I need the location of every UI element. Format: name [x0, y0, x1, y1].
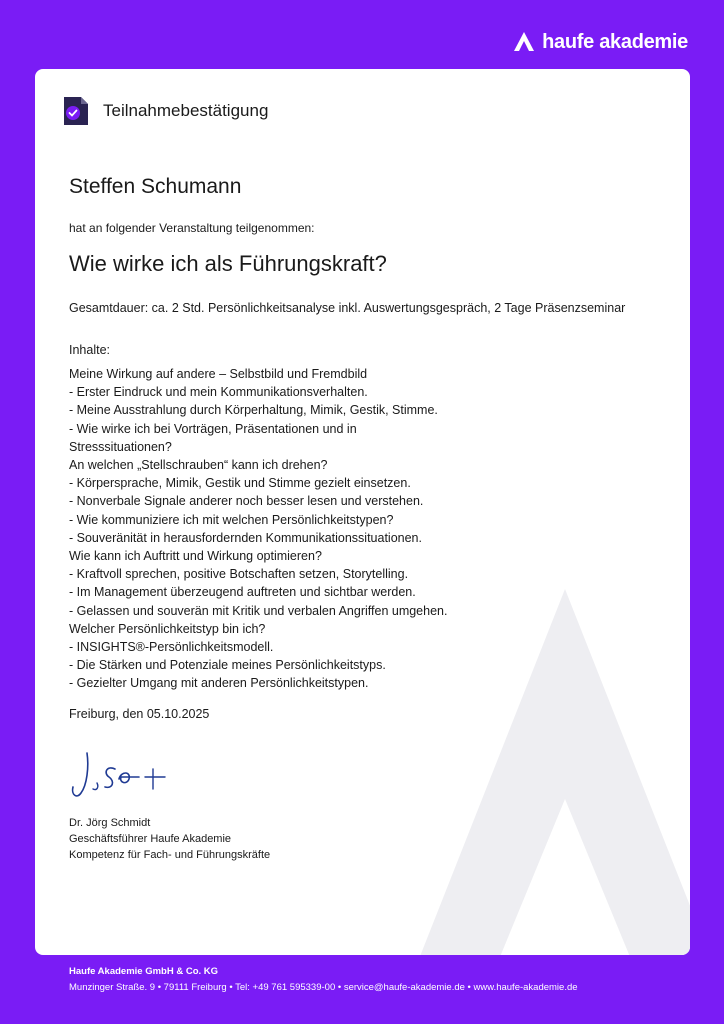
contents-label: Inhalte:: [69, 343, 111, 357]
signature-image: [69, 747, 179, 803]
participant-name: Steffen Schumann: [69, 175, 242, 198]
signer-name: Dr. Jörg Schmidt: [69, 816, 151, 829]
contents-line: - Wie kommuniziere ich mit welchen Persönlichkeitstypen?: [69, 512, 394, 527]
certificate-badge-icon: [61, 95, 91, 127]
contents-line: - Gelassen und souverän mit Kritik und verbalen Angriffen umgehen.: [69, 603, 448, 618]
event-title: Wie wirke ich als Führungskraft?: [69, 251, 387, 276]
contents-line: - Meine Ausstrahlung durch Körperhaltung, Mimik, Gestik, Stimme.: [69, 403, 438, 418]
contents-line: - INSIGHTS®-Persönlichkeitsmodell.: [69, 640, 274, 655]
certificate-card: [35, 69, 690, 955]
contents-line: - Erster Eindruck und mein Kommunikationsverhalten.: [69, 385, 368, 400]
brand-name: haufe akademie: [542, 30, 688, 53]
contents-line: - Kraftvoll sprechen, positive Botschaften setzen, Storytelling.: [69, 567, 409, 582]
contents-line: - Wie wirke ich bei Vorträgen, Präsentationen und in: [69, 421, 357, 436]
contents-line: - Gezielter Umgang mit anderen Persönlichkeitstypen.: [69, 676, 369, 691]
haufe-logo-icon: [512, 30, 536, 54]
contents-line: - Die Stärken und Potenziale meines Persönlichkeitstyps.: [69, 658, 386, 673]
signer-role: Geschäftsführer Haufe Akademie: [69, 832, 232, 845]
contents-line: - Souveränität in herausfordernden Kommunikationssituationen.: [69, 530, 422, 545]
place-date: Freiburg, den 05.10.2025: [69, 706, 210, 721]
document-title: Teilnahmebestätigung: [103, 101, 269, 120]
contents-line: - Körpersprache, Mimik, Gestik und Stimme gezielt einsetzen.: [69, 476, 411, 491]
contents-line: - Nonverbale Signale anderer noch besser lesen und verstehen.: [69, 494, 424, 509]
footer: [69, 964, 578, 996]
brand-logo: [512, 30, 688, 54]
contents-line: An welchen „Stellschrauben“ kann ich drehen?: [69, 458, 328, 473]
certificate-body: [69, 175, 629, 863]
signer-block: [69, 815, 629, 863]
contents-line: Welcher Persönlichkeitstyp bin ich?: [69, 621, 266, 636]
document-header: [61, 95, 268, 127]
contents-list: [69, 365, 629, 693]
contents-line: Wie kann ich Auftritt und Wirkung optimieren?: [69, 549, 322, 564]
event-duration: Gesamtdauer: ca. 2 Std. Persönlichkeitsanalyse inkl. Auswertungsgespräch, 2 Tage Präsenzseminar: [69, 301, 626, 315]
participation-intro: hat an folgender Veranstaltung teilgenommen:: [69, 221, 315, 235]
contents-line: Stresssituationen?: [69, 439, 172, 454]
signer-unit: Kompetenz für Fach- und Führungskräfte: [69, 848, 271, 861]
contents-line: - Im Management überzeugend auftreten und sichtbar werden.: [69, 585, 416, 600]
footer-company: Haufe Akademie GmbH & Co. KG: [69, 966, 219, 977]
contents-line: Meine Wirkung auf andere – Selbstbild und Fremdbild: [69, 367, 368, 381]
footer-address: Munzinger Straße. 9 • 79111 Freiburg • Tel: +49 761 595339-00 • service@haufe-akademie.de • www.haufe-akademie.de: [69, 982, 578, 993]
